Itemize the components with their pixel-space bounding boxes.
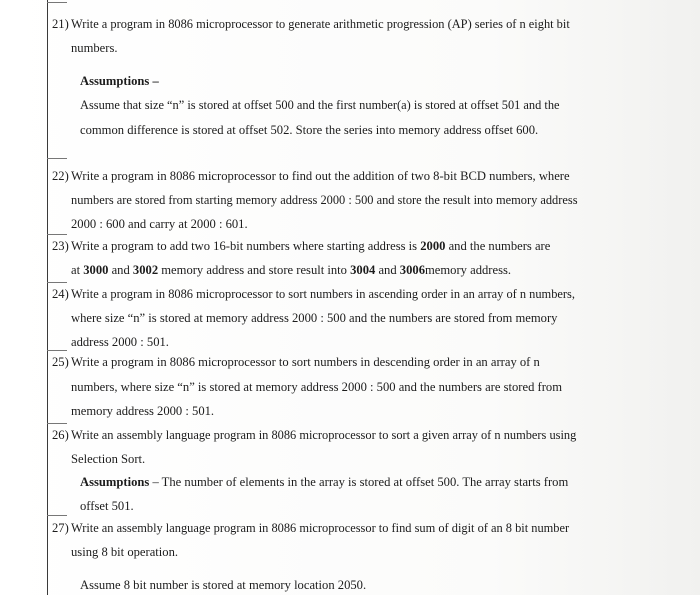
divider-line [47,423,67,424]
question-text: Write a program to add two 16-bit numbers where starting address is 2000 and the numbers are [71,239,551,253]
divider-line [47,2,67,3]
question-text: numbers, where size “n” is stored at memory address 2000 : 500 and the numbers are stored from [71,380,563,394]
divider-line [47,234,67,235]
question-text: Selection Sort. [71,452,146,466]
question-number: 27) [52,521,69,535]
assumption-text: common difference is stored at offset 502. Store the series into memory address offset 600. [80,123,539,137]
question-number: 26) [52,428,69,442]
question-text: address 2000 : 501. [71,335,169,349]
question-number: 24) [52,287,69,301]
assumption-text: Assume that size “n” is stored at offset 500 and the first number(a) is stored at offset 501 and the [80,98,560,112]
left-margin-line [47,0,48,595]
divider-line [47,158,67,159]
divider-line [47,515,67,516]
divider-line [47,350,67,351]
question-number: 25) [52,355,69,369]
question-text: where size “n” is stored at memory address 2000 : 500 and the numbers are stored from memory [71,311,558,325]
question-text: using 8 bit operation. [71,545,179,559]
assumption-text: offset 501. [80,499,134,513]
question-text: 2000 : 600 and carry at 2000 : 601. [71,217,248,231]
question-text: Write a program in 8086 microprocessor to find out the addition of two 8-bit BCD numbers, where [71,169,570,183]
assumption-text: Assumptions – The number of elements in the array is stored at offset 500. The array starts from [80,475,569,489]
question-text: Write a program in 8086 microprocessor to sort numbers in descending order in an array of n [71,355,540,369]
assumption-text: Assume 8 bit number is stored at memory location 2050. [80,578,367,592]
divider-line [47,282,67,283]
question-text: Write an assembly language program in 8086 microprocessor to sort a given array of n numbers using [71,428,577,442]
assumptions-heading: Assumptions – [80,74,159,88]
question-number: 21) [52,17,69,31]
question-number: 22) [52,169,69,183]
question-text: memory address 2000 : 501. [71,404,215,418]
question-text: Write an assembly language program in 8086 microprocessor to find sum of digit of an 8 bit number [71,521,570,535]
question-number: 23) [52,239,69,253]
question-text: at 3000 and 3002 memory address and store result into 3004 and 3006memory address. [71,263,512,277]
question-text: numbers. [71,41,118,55]
question-text: Write a program in 8086 microprocessor to generate arithmetic progression (AP) series of n eight bit [71,17,570,31]
question-text: Write a program in 8086 microprocessor to sort numbers in ascending order in an array of n numbers, [71,287,575,301]
question-text: numbers are stored from starting memory address 2000 : 500 and store the result into memory address [71,193,578,207]
